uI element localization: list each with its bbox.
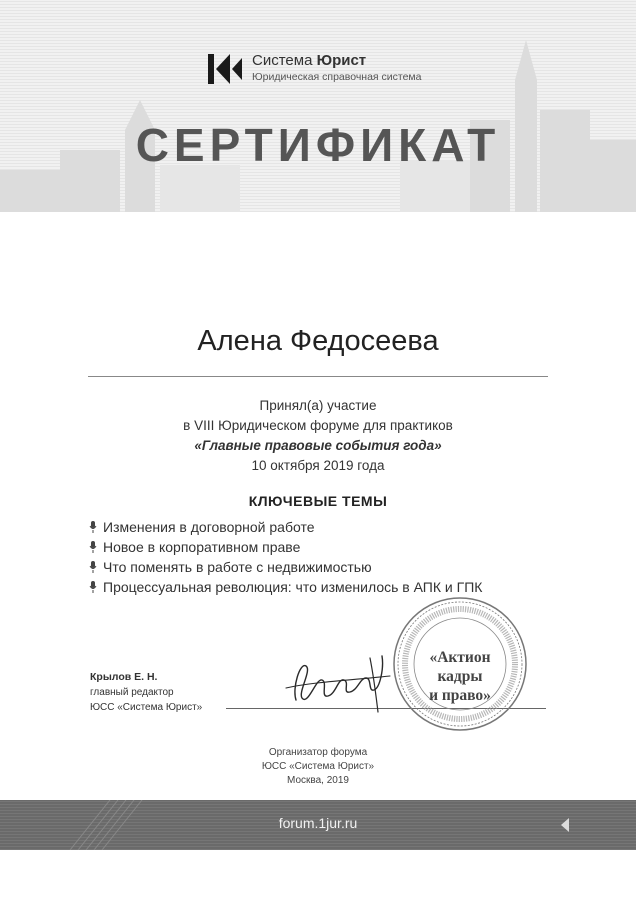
participation-line-2: в VIII Юридическом форуме для практиков [183, 418, 453, 433]
signer-organization: ЮСС «Система Юрист» [90, 702, 203, 713]
document-title: СЕРТИФИКАТ [135, 119, 501, 171]
organizer-line-3: Москва, 2019 [287, 775, 349, 786]
organizer-line-2: ЮСС «Система Юрист» [261, 761, 375, 772]
chevron-left-icon [560, 818, 570, 832]
forum-url-link[interactable]: forum.1jur.ru [278, 815, 358, 831]
topic-text: Что поменять в работе с недвижимостью [103, 559, 372, 575]
brand-prefix: Система [252, 52, 313, 69]
seal-line-2: кадры [437, 668, 483, 685]
seal-text [392, 648, 528, 705]
city-skyline-background [0, 0, 636, 212]
microphone-icon [89, 581, 97, 593]
signer-position: главный редактор [90, 687, 174, 698]
signer-name: Крылов Е. Н. [90, 671, 158, 683]
participation-line-1: Принял(а) участие [259, 398, 377, 413]
event-date: 10 октября 2019 года [251, 458, 385, 473]
brand-name [252, 52, 366, 69]
topic-text: Новое в корпоративном праве [103, 539, 301, 555]
handwritten-signature [282, 648, 392, 714]
brand-logo-icon [208, 54, 242, 84]
brand-subtitle: Юридическая справочная система [252, 71, 422, 83]
topic-text: Процессуальная революция: что изменилось в АПК и ГПК [103, 579, 483, 595]
microphone-icon [89, 541, 97, 553]
participation-block [0, 396, 636, 476]
event-name: «Главные правовые события года» [194, 438, 442, 453]
header-band [0, 0, 636, 212]
topic-item [89, 537, 549, 557]
topic-item [89, 557, 549, 577]
brand-logo [208, 52, 448, 92]
topic-text: Изменения в договорной работе [103, 519, 315, 535]
topics-heading: КЛЮЧЕВЫЕ ТЕМЫ [248, 493, 388, 509]
organizer-block [0, 746, 636, 788]
recipient-name: Алена Федосеева [197, 325, 439, 357]
recipient-underline [88, 376, 548, 377]
topic-item [89, 517, 549, 537]
topics-list [89, 517, 549, 597]
seal-line-3: и право» [429, 687, 491, 704]
organizer-line-1: Организатор форума [268, 747, 368, 758]
footer-band [0, 800, 636, 850]
microphone-icon [89, 561, 97, 573]
signer-block [90, 670, 202, 715]
microphone-icon [89, 521, 97, 533]
brand-name-bold: Юрист [316, 52, 367, 69]
seal-line-1: «Актион [429, 649, 491, 666]
topic-item [89, 577, 549, 597]
